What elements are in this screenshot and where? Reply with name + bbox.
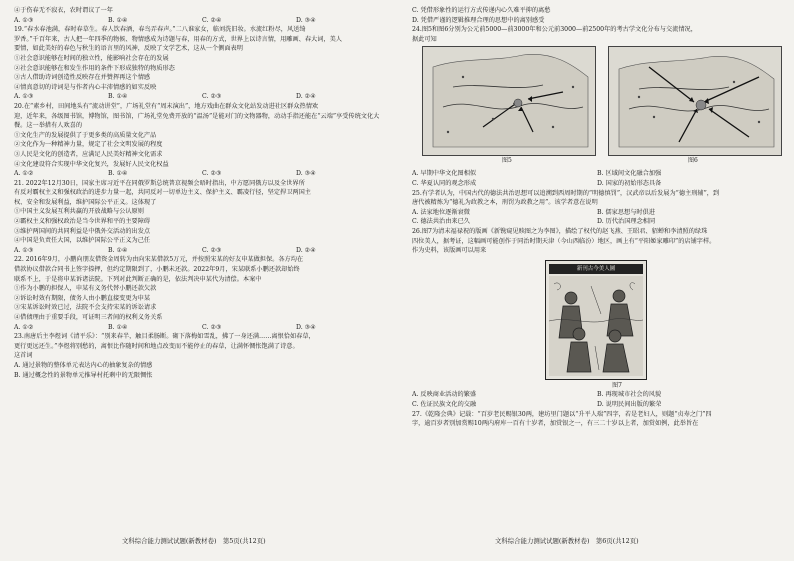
woodcut-illustration (549, 276, 643, 376)
statement-line: ①社会意识能够在时间的独立性，能影响社会存在的发展 (14, 54, 169, 62)
answer-options (412, 208, 782, 218)
map-illustration (609, 47, 781, 155)
woodcut-banner: 新刊古今美人圖 (549, 264, 643, 274)
question-text-line: 迎，近年来，各级图书馆，博物馆，图书馆，广场礼堂免费开放的“温汤”是能对门的文物器物，动动手指还能在“云端”享受传统文化大 (14, 112, 380, 120)
option-b: B. 再现城市社会的风貌 (597, 391, 662, 399)
option-d: D. ②④ (296, 246, 316, 254)
statement-line: ④文化建设符合实现中华文化复兴，发展好人民文化权益 (14, 160, 169, 168)
figure-6-map (608, 46, 782, 156)
question-text-line: 借款协议借款合同书上签字捺押，但约定期限到了，小鹏未还款。2022年9月，宋某联系小鹏还款却始终 (14, 266, 300, 274)
option-a: A. 通过景物的整体单元表达内心的抽象复杂的情感 (14, 361, 153, 369)
question-26 (412, 227, 782, 410)
statement-line: ②社会意识能够在和发生作用的条件下形成独特的物质形态 (14, 64, 175, 72)
statement-line: ②霸权主义和强权政治是当今世界和平的主要障碍 (14, 218, 151, 226)
question-text-line: 27.《乾隆会典》记载：“百岁老民赐银30两，建坊里门题以“升平人瑞”四字，若是老妇人，则题“贞寿之门”四 (412, 410, 712, 418)
figure-6-label: 图6 (688, 157, 698, 165)
question-text-line: 权、安全和发展利益，维护国际公平正义。这体现了 (14, 198, 157, 206)
statement-line: ③宋某诉讼时效已过，法院不会支持宋某的诉讼请求 (14, 304, 157, 312)
question-text-line: 19.“春水春池满，春时春草生。春人饮春酒，春鸟弄春声。”二八谁家女，临刘洗旧妆。水流红粉尽，风送绮 (14, 26, 306, 34)
right-column (412, 6, 782, 429)
question-text-line: 唐代被精炼为“德礼为政教之本，刑罚为政教之用”。该学者意在说明 (412, 199, 598, 207)
option-c: C. ②③ (202, 323, 222, 331)
answer-options (14, 92, 390, 102)
option-c: C. 佐证民族文化的交融 (412, 400, 477, 408)
statement-line: ②文化作为一种精神力量，规定了社会文明发展的程度 (14, 141, 163, 149)
figure-7-woodcut (545, 260, 647, 380)
option-a: A. 反映商业活动的繁盛 (412, 391, 477, 399)
option-c: C. 华夏认同的观念形成 (412, 179, 477, 187)
answer-options (412, 400, 782, 410)
statement-line: ①作为小鹏的担保人，申某有义务代替小鹏还款欠款 (14, 285, 157, 293)
map-figures (422, 46, 782, 168)
option-c: C. ②③ (202, 170, 222, 178)
statement-line: ②诉讼时效有期限，债务人由小鹏直接变更为申某 (14, 294, 151, 302)
option-d: D. ③④ (296, 170, 316, 178)
question-text-line: 四位美人，据考证，这幅画可能创作于同治时期天津（今山西临汾）地区，画上有“平阳姬家雕印”的店铺字样。 (412, 237, 716, 245)
option-a: A. 早期中华文化图相似 (412, 170, 477, 178)
question-22 (14, 255, 390, 332)
left-column (14, 6, 390, 380)
page-footer-right: 文科综合能力测试试题(新教材卷) 第6页(共12页) (495, 537, 639, 545)
option-c: C. ②③ (202, 93, 222, 101)
option-c: C. ②④ (202, 16, 222, 24)
statement-line: ④情真意切的诗词是与作者内心丰沛情感的如实反映 (14, 83, 157, 91)
option-b: B. ①④ (108, 93, 128, 101)
answer-options (412, 390, 782, 400)
option-d: D. ②④ (296, 93, 316, 101)
question-text-line: 22. 2016年9月，小鹏向朋友借资金周转为由向宋某借款5万元，并按照宋某的好友申某做担保。各方均在 (14, 256, 304, 264)
option-d: D. ③④ (296, 16, 316, 24)
question-text-line: 联系不上，于是将申某诉诸法院。下列对此判断正确的是，依法判决申某代为清偿。本案中 (14, 275, 262, 283)
question-text-line: 餐。这一举措有人欢喜的 (14, 122, 83, 130)
answer-options (412, 179, 782, 189)
question-text-line: 21. 2022年12月30日，国家主席习近平在同俄罗斯总统普京视频会晤时指出，中方愿同俄方以及全世界所 (14, 179, 305, 187)
option-d: D. 说明民间出版的繁荣 (597, 400, 662, 408)
option-c: C. 德法共治由来已久 (412, 218, 470, 226)
answer-options (14, 323, 390, 333)
option-a: A. ①③ (14, 16, 34, 24)
answer-options (412, 169, 782, 179)
question-text-line: 这首词 (14, 352, 33, 360)
question-text-line: 字，逾百岁者别加赏赐10两内府库一百有十岁者，加赏银之一，有三二十岁以上者，加赏如例，此举旨在 (412, 420, 699, 428)
option-b: B. 通过概念性的景物单元推导村托剩中的无限惆怅 (14, 371, 153, 379)
option-b: B. ①④ (108, 170, 128, 178)
option-b: B. ①④ (108, 246, 128, 254)
statement-line: ①文化生产的发展提供了于更多类的高质量文化产品 (14, 131, 157, 139)
statement-line: ④借债理由于重要手段，可证明三者间的权利义务关系 (14, 314, 163, 321)
statement-line: ③古人借助诗词创造性反映存在并赞挥再这个情感 (14, 74, 151, 82)
option-b: B. ①④ (108, 323, 128, 331)
question-text-line: 作为史料，该版画可以用来 (412, 247, 487, 255)
option-a: A. ①② (14, 170, 34, 178)
question-21 (14, 179, 390, 256)
question-text-line: 更行更远还生。”李煜将别愁的，离恨比作随时间和地点改变而不能停止的春草，让满怀惆怅饱满了诗意。 (14, 342, 299, 350)
answer-options (14, 246, 390, 256)
page-footer-left: 文科综合能力测试试题(新教材卷) 第5页(共12页) (122, 537, 266, 545)
statement-line: ①中国主义发展互利共赢的开放战略与公认原则 (14, 208, 144, 216)
figure-5-label: 图5 (502, 157, 512, 165)
option-a: A. 法家地位逐渐衰微 (412, 208, 470, 216)
question-text-line: 罗香。”千百年来，古人把一年四季的物候、物情感成为诗题与春，用春的方式，世界上以诗言情，用雕画、春大词，美人 (14, 35, 342, 43)
question-text-line: 有反对霸权主义和强权政治的进步力量一起，共同反对一切单边主义、保护主义、霸凌行径，坚定捍卫两国主 (14, 189, 311, 197)
question-18-tail (14, 6, 390, 25)
question-19 (14, 25, 390, 102)
option-d: D. 凭借严谨的逻辑推理合理的思想中的离别感受 (412, 16, 545, 24)
question-25 (412, 189, 782, 227)
figure-5-map (422, 46, 596, 156)
option-a: A. ①③ (14, 93, 34, 101)
statement-line: ③维护两国间的共同利益是中俄外交活动的出发点 (14, 227, 151, 235)
statement-line: ③人民是文化的创造者，应满足人民美好精神文化需求 (14, 150, 163, 158)
answer-options (412, 217, 782, 227)
option-c: C. ②③ (202, 246, 222, 254)
option-d: D. 历代治国理念相同 (597, 218, 656, 226)
answer-options (14, 169, 390, 179)
option-b: B. 区域间文化融合加强 (597, 170, 662, 178)
option-d: D. ③④ (296, 323, 316, 331)
figure-7-label: 图7 (612, 381, 622, 389)
option-c: C. 凭借形象性的运行方式传递内心久难平抑的离愁 (412, 7, 551, 14)
option-a: A. ①③ (14, 246, 34, 254)
option-d: D. 国家的初始形态具备 (597, 179, 662, 187)
question-23-tail (412, 6, 782, 25)
statement-line: ④中国是负责任大国，以维护国际公平正义为己任 (14, 237, 151, 245)
question-text-line: 20.在“素乡村，田间地头有“流动讲堂”，广场礼堂有“周末演出”，地方戏曲在群众文化站发动进社区群众热情欢 (14, 102, 319, 110)
question-23 (14, 332, 390, 380)
question-24 (412, 25, 782, 188)
question-text-line: 据此可知 (412, 35, 437, 43)
question-27 (412, 410, 782, 429)
option-b: B. 儒家思想与时俱进 (597, 208, 655, 216)
question-text-line: 23.南唐后主李煜词《清平乐》：“别来春半，触目柔肠断。砌下落梅如雪乱，拂了一身还满……离恨恰如春草， (14, 333, 315, 341)
answer-options (14, 16, 390, 26)
map-illustration (423, 47, 595, 155)
question-text-line: 要情，如此美好的春色与秋生的语言里的风神，反映了文学艺术，这从一个侧面表明 (14, 45, 243, 53)
question-text-line: 24.图5和图6分别为公元前5000—前3000年和公元前3000—前2500年的考古学文化分布与交流情况， (412, 26, 697, 34)
question-text-line: 26.图7为清末福禄祝的版画《新镌窥见赎图之为李图》，描绘了权代的赵飞燕、王昭君、貂蝉和李清照的绿珠 (412, 227, 708, 235)
question-text-line: ④于伤春无不寂衣，农时谓议了一年 (14, 7, 113, 14)
option-b: B. ①④ (108, 16, 128, 24)
question-20 (14, 102, 390, 179)
option-a: A. ①② (14, 323, 34, 331)
question-text-line: 25.有学者认为，中国古代的德法共治思想可以追溯到西周时期的“明德慎罚”，汉武帝以后发展为“德主刑辅”，到 (412, 189, 720, 197)
